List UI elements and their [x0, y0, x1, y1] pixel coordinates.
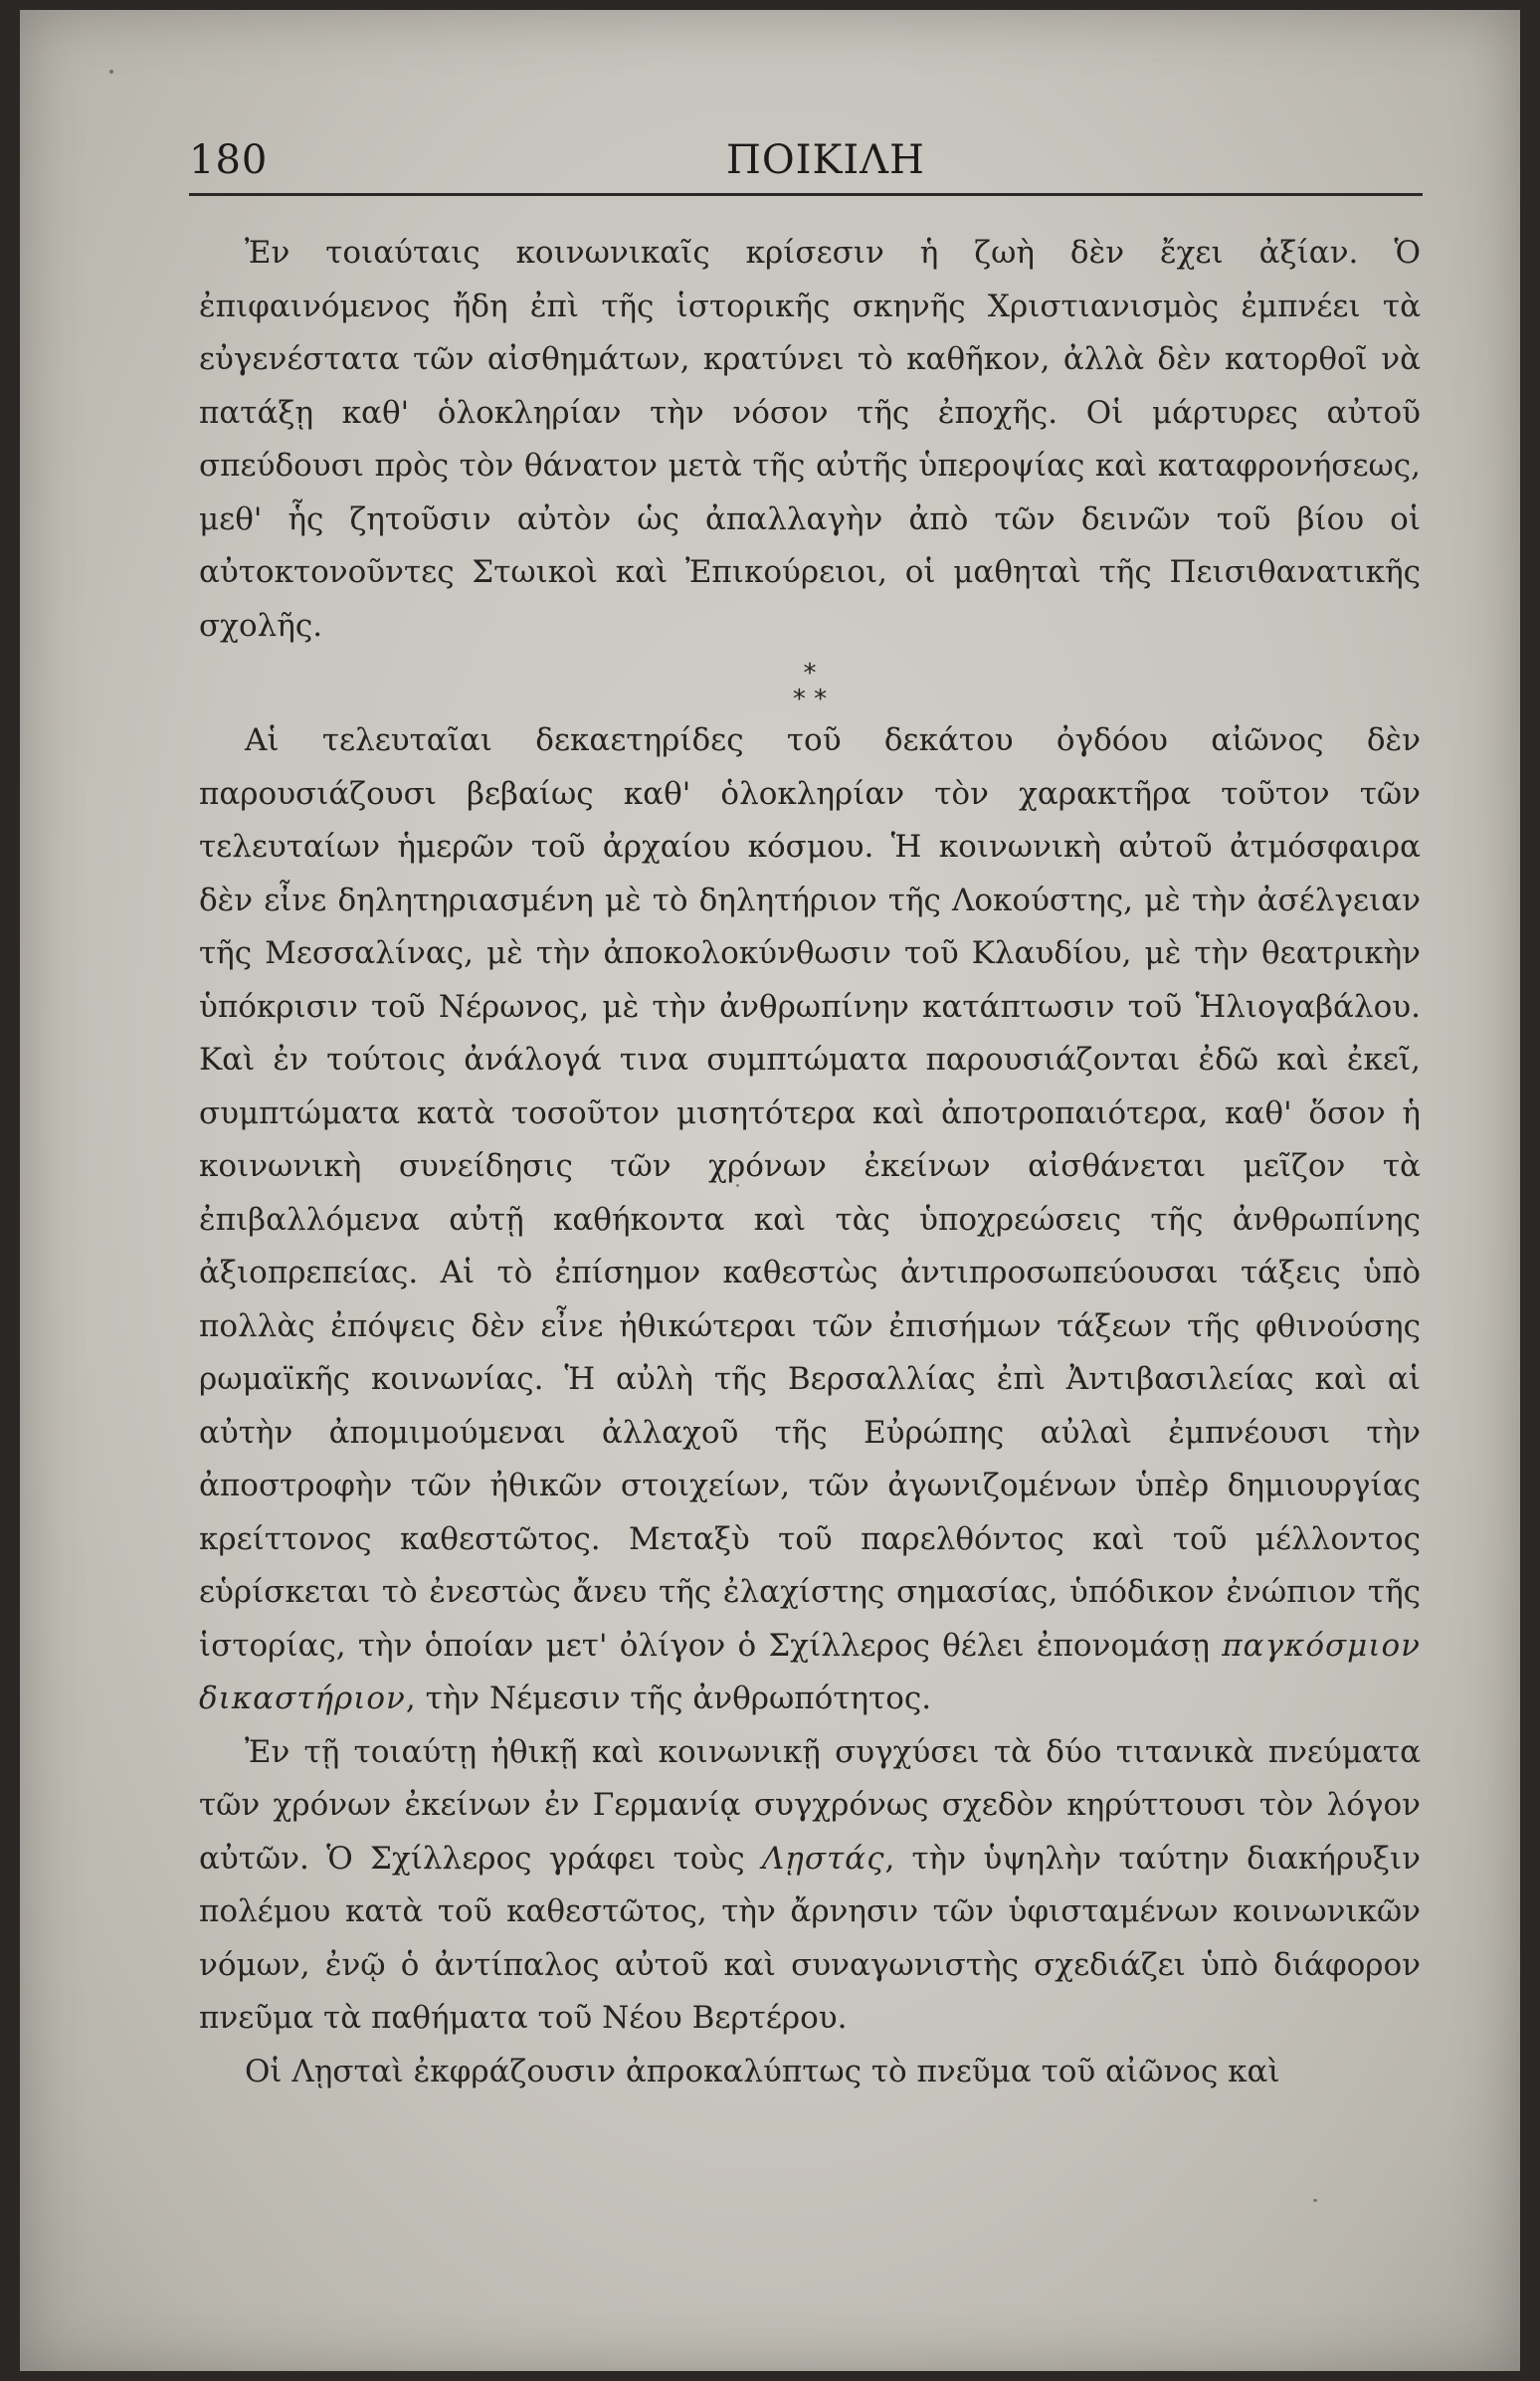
header-rule [189, 193, 1423, 196]
paragraph-3-emphasis: Λῃστάς [761, 1840, 885, 1877]
paragraph-2-text-a: Αἱ τελευταῖαι δεκαετηρίδες τοῦ δεκάτου ὀγδόου αἰῶνος δὲν παρουσιάζουσι βεβαίως καθ' ὁλοκληρίαν τὸν χαρακτῆρα τοῦτον τῶν τελευταίων ἡμερῶν τοῦ ἀρχαίου κόσμου. Ἡ κοινωνικὴ αὐτοῦ ἀτμόσφαιρα δὲν εἶνε δηλητηριασμένη μὲ τὸ δηλητήριον τῆς Λοκούστης, μὲ τὴν ἀσέλγειαν τῆς Μεσσαλίνας, μὲ τὴν ἀποκολοκύνθωσιν τοῦ Κλαυδίου, μὲ τὴν θεατρικὴν ὑπόκρισιν τοῦ Νέρωνος, μὲ τὴν ἀνθρωπίνην κατάπτωσιν τοῦ Ἡλιογαβάλου. Καὶ ἐν τούτοις ἀνάλογά τινα συμπτώματα παρουσιάζονται ἐδῶ καὶ ἐκεῖ, συμπτώματα κατὰ τοσοῦτον μισητότερα καὶ ἀποτροπαιότερα, καθ' ὅσον ἡ κοινωνικὴ συνείδησις τῶν χρόνων ἐκείνων αἰσθάνεται μεῖζον τὰ ἐπιβαλλόμενα αὐτῇ καθήκοντα καὶ τὰς ὑποχρεώσεις τῆς ἀνθρωπίνης ἀξιοπρεπείας. Αἱ τὸ ἐπίσημον καθεστὼς ἀντιπροσωπεύουσαι τάξεις ὑπὸ πολλὰς ἐπόψεις δὲν εἶνε ἠθικώτεραι τῶν ἐπισήμων τάξεων τῆς φθινούσης ρωμαϊκῆς κοινωνίας. Ἡ αὐλὴ τῆς Βερσαλλίας ἐπὶ Ἀντιβασιλείας καὶ αἱ αὐτὴν ἀπομιμούμεναι ἀλλαχοῦ τῆς Εὐρώπης αὐλαὶ ἐμπνέουσι τὴν ἀποστροφὴν τῶν ἠθικῶν στοιχείων, τῶν ἀγωνιζομένων ὑπὲρ δημιουργίας κρείττονος καθεστῶτος. Μεταξὺ τοῦ παρελθόντος καὶ τοῦ μέλλοντος εὑρίσκεται τὸ ἐνεστὼς ἄνευ τῆς ἐλαχίστης σημασίας, ὑπόδικον ἐνώπιον τῆς ἱστορίας, τὴν ὁποίαν μετ' ὀλίγον ὁ Σχίλλερος θέλει ἐπονομάσῃ [199, 722, 1421, 1664]
paper-speck [109, 70, 113, 74]
asterism-top: * [803, 659, 817, 689]
paragraph-3-text-b: , τὴν ὑψηλὴν ταύτην διακήρυξιν πολέμου κατὰ τοῦ καθεστῶτος, τὴν ἄρνησιν τῶν ὑφισταμένων κοινωνικῶν νόμων, ἐνῷ ὁ ἀντίπαλος αὐτοῦ καὶ συναγωνιστὴς σχεδιάζει ὑπὸ διάφορον πνεῦμα τὰ παθήματα τοῦ Νέου Βερτέρου. [199, 1840, 1421, 2036]
book-page [20, 10, 1520, 2371]
paragraph-2-emphasis: παγκόσμιον δικαστήριον [199, 1627, 1421, 1716]
asterism-bottom: * * [792, 685, 828, 714]
page-number: 180 [189, 137, 269, 183]
paragraph-2-text-b: , τὴν Νέμεσιν τῆς ἀνθρωπότητος. [405, 1681, 932, 1716]
paragraph-4: Οἱ Λῃσταὶ ἐκφράζουσιν ἀπροκαλύπτως τὸ πνεῦμα τοῦ αἰῶνος καὶ [245, 2053, 1280, 2089]
paragraph-3 [199, 1726, 1421, 2046]
paper-speck [736, 1184, 739, 1187]
section-break-asterism [199, 659, 1421, 714]
paragraph-3-text-a: Ἐν τῇ τοιαύτῃ ἠθικῇ καὶ κοινωνικῇ συγχύσει τὰ δύο τιτανικὰ πνεύματα τῶν χρόνων ἐκείνων ἐν Γερμανίᾳ συγχρόνως σχεδὸν κηρύττουσι τὸν λόγον αὐτῶν. Ὁ Σχίλλερος γράφει τοὺς [199, 1733, 1421, 1877]
running-title: ΠΟΙΚΙΛΗ [726, 137, 925, 183]
paragraph-1: Ἐν τοιαύταις κοινωνικαῖς κρίσεσιν ἡ ζωὴ δὲν ἔχει ἀξίαν. Ὁ ἐπιφαινόμενος ἤδη ἐπὶ τῆς ἱστορικῆς σκηνῆς Χριστιανισμὸς ἐμπνέει τὰ εὐγενέστατα τῶν αἰσθημάτων, κρατύνει τὸ καθῆκον, ἀλλὰ δὲν κατορθοῖ νὰ πατάξῃ καθ' ὁλοκληρίαν τὴν νόσον τῆς ἐποχῆς. Οἱ μάρτυρες αὐτοῦ σπεύδουσι πρὸς τὸν θάνατον μετὰ τῆς αὐτῆς ὑπεροψίας καὶ καταφρονήσεως, μεθ' ἧς ζητοῦσιν αὐτὸν ὡς ἀπαλλαγὴν ἀπὸ τῶν δεινῶν τοῦ βίου οἱ αὐτοκτονοῦντες Στωικοὶ καὶ Ἐπικούρειοι, οἱ μαθηταὶ τῆς Πεισιθανατικῆς σχολῆς. [199, 235, 1421, 644]
page-header [189, 137, 1423, 199]
paragraph-2 [199, 714, 1421, 1726]
paper-speck [1313, 2199, 1317, 2202]
body-text [199, 227, 1421, 2098]
